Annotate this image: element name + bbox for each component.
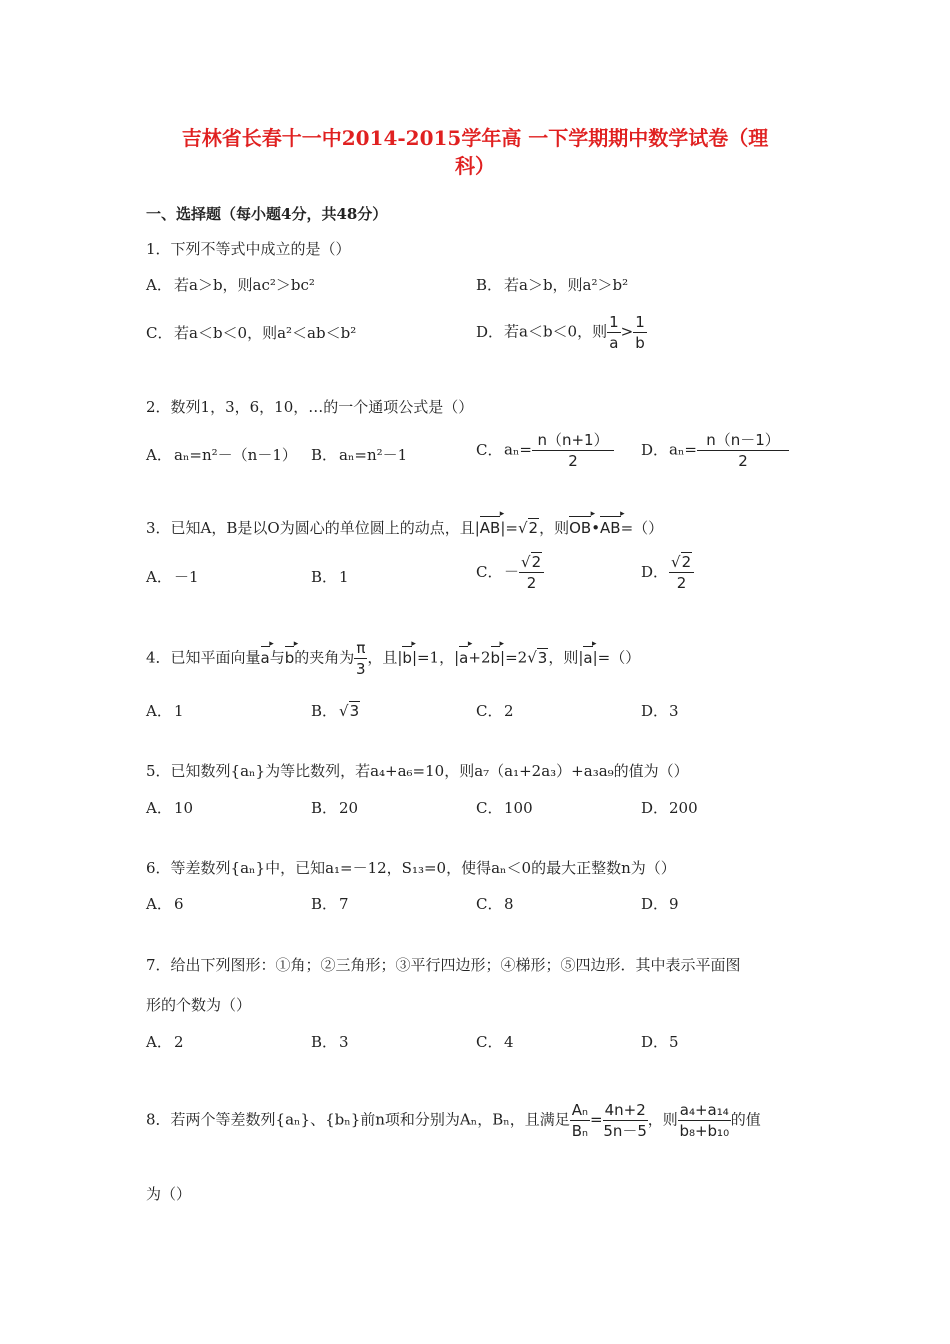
option-label: C． (476, 799, 503, 817)
vector-ob: OB ▸ (569, 519, 591, 537)
option-label: A． (146, 895, 172, 913)
page-title: 吉林省长春十一中2014-2015学年高 一下学期期中数学试卷（理 (181, 126, 769, 150)
option-label: B． (311, 1033, 338, 1051)
option-text: 6 (174, 895, 184, 913)
sqrt-2: √2 (517, 519, 539, 537)
option-text: 3 (669, 702, 679, 720)
question-3: 3．已知A，B是以O为圆心的单位圆上的动点，且|AB ▸|=√2，则OB ▸•AB ▸=（） (146, 517, 663, 538)
q3-option-c (476, 552, 544, 593)
fraction-an-over-bn: $\frac{\text{Aₙ}}{\text{Bₙ}}$ (571, 1101, 589, 1140)
fraction-pi-over-3: $\frac{\pi}{3}$ (356, 639, 366, 678)
q1-option-b (476, 274, 628, 295)
sqrt-3: √3 (339, 702, 360, 720)
option-text: 200 (669, 799, 698, 817)
question-7: 7．给出下列图形：①角；②三角形；③平行四边形；④梯形；⑤四边形．其中表示平面图 (146, 956, 741, 974)
question-2: 2．数列1，3，6，10，…的一个通项公式是（） (146, 398, 474, 416)
option-text: 4 (504, 1033, 514, 1051)
option-label: C． (146, 324, 173, 342)
q2-option-d (641, 430, 789, 471)
question-6: 6．等差数列{aₙ}中，已知a₁=－12，S₁₃=0，使得aₙ＜0的最大正整数n为（） (146, 859, 676, 877)
page-title-cont: 科） (455, 154, 495, 178)
option-label: D． (641, 562, 669, 581)
option-text: aₙ= (504, 440, 533, 459)
option-text: 2 (174, 1033, 184, 1051)
option-label: A． (146, 446, 172, 464)
q2-option-b (311, 444, 407, 465)
question-5: 5．已知数列{aₙ}为等比数列，若a₄+a₆=10，则a₇（a₁+2a₃）+a₃a₉的值为（） (146, 762, 689, 780)
q2-option-c (476, 430, 614, 471)
option-text: 若a＜b＜0，则a²＜ab＜b² (174, 324, 357, 342)
option-label: D． (641, 799, 669, 817)
q1-option-a (146, 274, 315, 295)
option-label: A． (146, 702, 172, 720)
question-7-cont: 形的个数为（） (146, 996, 252, 1014)
q5-option-d (641, 797, 698, 818)
option-label: A． (146, 568, 172, 586)
option-label: D． (641, 440, 669, 459)
option-text: 若a＜b＜0，则 (504, 322, 608, 341)
q4-option-c (476, 700, 514, 721)
q6-option-c (476, 893, 514, 914)
option-label: D． (641, 1033, 669, 1051)
fraction-n-n-minus-1-over-2: $\frac{n(n-1)}{2}$ (697, 430, 789, 471)
option-label: B． (311, 895, 338, 913)
fraction-sqrt2-over-2: $\frac{√2}{2}$ (669, 552, 694, 593)
question-8: 8．若两个等差数列{aₙ}、{bₙ}前n项和分别为Aₙ，Bₙ，且满足 $\frac{\text{Aₙ}}{\text{Bₙ}}$ = $\frac{4n+2}{5n-5}$ ，则 $\frac{\text{a₄+a₁₄}}{\text{b₈+b₁₀}}$ 的值 (146, 1101, 761, 1140)
q7-option-c (476, 1031, 514, 1052)
q2-option-a (146, 444, 297, 465)
option-text: －1 (174, 568, 199, 586)
vector-b: b ▸ (285, 649, 295, 667)
question-4: 4．已知平面向量a ▸与b ▸的夹角为 $\frac{\pi}{3}$ ，且|b ▸|=1，|a ▸+2b ▸|=2√3，则|a ▸|=（） (146, 638, 640, 679)
q5-option-a (146, 797, 193, 818)
fraction-4n-plus-2-over-5n-minus-5: $\frac{4n+2}{5n-5}$ (603, 1101, 647, 1140)
q7-option-a (146, 1031, 184, 1052)
option-text: 3 (339, 1033, 349, 1051)
option-text: 20 (339, 799, 359, 817)
section-heading: 一、选择题（每小题4分，共48分） (146, 205, 388, 223)
q6-option-d (641, 893, 679, 914)
option-text: 8 (504, 895, 514, 913)
option-text: 若a＞b，则a²＞b² (504, 276, 629, 294)
option-label: D． (476, 322, 504, 341)
option-text: 1 (174, 702, 184, 720)
q7-option-b (311, 1031, 349, 1052)
q5-option-b (311, 797, 358, 818)
option-text: 5 (669, 1033, 679, 1051)
q4-option-a (146, 700, 184, 721)
vector-ab: AB ▸ (480, 519, 501, 537)
option-label: C． (476, 562, 503, 581)
fraction-1-over-a: $\frac{1}{a}$ (609, 313, 619, 352)
vector-a: a ▸ (261, 649, 270, 667)
option-text: 若a＞b，则ac²＞bc² (174, 276, 315, 294)
option-text: － (504, 562, 520, 581)
q3-option-a (146, 566, 199, 587)
option-label: C． (476, 702, 503, 720)
option-label: B． (311, 446, 338, 464)
option-label: D． (641, 702, 669, 720)
option-text: aₙ=n²－（n－1） (174, 446, 297, 464)
fraction-a4-a14-over-b8-b10: $\frac{\text{a₄+a₁₄}}{\text{b₈+b₁₀}}$ (679, 1101, 730, 1140)
q4-option-d (641, 700, 679, 721)
question-1: 1．下列不等式中成立的是（） (146, 240, 351, 258)
q7-option-d (641, 1031, 679, 1052)
q5-option-c (476, 797, 533, 818)
fraction-1-over-b: $\frac{1}{b}$ (635, 313, 645, 352)
option-text: 7 (339, 895, 349, 913)
vector-ab-2: AB ▸ (600, 519, 621, 537)
q3-option-d (641, 552, 694, 593)
option-label: C． (476, 895, 503, 913)
question-8-cont: 为（） (146, 1185, 192, 1203)
option-label: A． (146, 799, 172, 817)
option-text: 9 (669, 895, 679, 913)
option-text: 100 (504, 799, 533, 817)
q3-option-b (311, 566, 349, 587)
option-text: 1 (339, 568, 349, 586)
fraction-n-n-plus-1-over-2: $\frac{n(n+1)}{2}$ (532, 430, 614, 471)
option-text: aₙ= (669, 440, 698, 459)
option-label: D． (641, 895, 669, 913)
q6-option-b (311, 893, 349, 914)
option-label: B． (311, 702, 338, 720)
option-text: 10 (174, 799, 194, 817)
option-label: A． (146, 276, 172, 294)
option-label: B． (311, 799, 338, 817)
q6-option-a (146, 893, 184, 914)
fraction-sqrt2-over-2: $\frac{√2}{2}$ (519, 552, 544, 593)
option-text: 2 (504, 702, 514, 720)
q1-option-d: D．若a＜b＜0，则 $\frac{1}{a}$ > $\frac{1}{b}$ (476, 313, 645, 352)
option-label: B． (311, 568, 338, 586)
option-label: A． (146, 1033, 172, 1051)
q1-option-c (146, 322, 356, 343)
option-text: aₙ=n²－1 (339, 446, 408, 464)
option-label: B． (476, 276, 503, 294)
q4-option-b (311, 700, 360, 721)
option-label: C． (476, 1033, 503, 1051)
option-label: C． (476, 440, 503, 459)
